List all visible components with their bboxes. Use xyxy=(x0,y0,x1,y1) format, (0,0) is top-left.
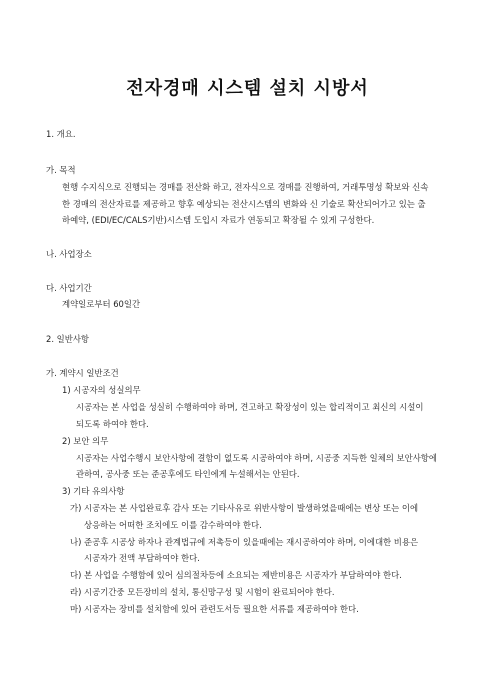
item-3b-line-2: 시공자가 전액 부담하여야 한다. xyxy=(84,553,200,563)
section-1a-heading: 가. 목적 xyxy=(46,165,76,175)
section-1b-heading: 나. 사업장소 xyxy=(46,249,92,259)
section-1-heading: 1. 개요. xyxy=(46,129,76,139)
item-3a-line-1: 가) 시공자는 본 사업완료후 감사 또는 기타사유로 위반사항이 발생하였을때에는 변상 또는 이에 xyxy=(70,503,419,513)
purpose-line-2: 한 경매의 전산자료를 제공하고 향후 예상되는 전산시스템의 변화와 신 기술로 확산되어가고 있는 출 xyxy=(62,199,426,209)
purpose-line-3: 하예약, (EDI/EC/CALS기반)시스템 도입시 자료가 연동되고 확장될 수 있게 구성한다. xyxy=(62,215,375,225)
section-2a-heading: 가. 계약시 일반조건 xyxy=(46,368,119,378)
item-3-heading: 3) 기타 유의사항 xyxy=(62,486,125,496)
section-1c-heading: 다. 사업기간 xyxy=(46,283,92,293)
item-1-heading: 1) 시공자의 성실의무 xyxy=(62,385,141,395)
item-3e: 마) 시공자는 장비를 설치함에 있어 관련도서등 필요한 서류를 제공하여야 한다. xyxy=(70,604,359,614)
item-3b-line-1: 나) 준공후 시공상 하자나 관계법규에 저촉등이 있을때에는 재시공하여야 하며, 이에대한 비용은 xyxy=(70,537,419,547)
item-3d: 라) 시공기간중 모든장비의 설치, 통신망구성 및 시험이 완료되어야 한다. xyxy=(70,587,335,597)
item-1-line-1: 시공자는 본 사업을 성실히 수행하여야 하며, 견고하고 확장성이 있는 합리적이고 최신의 시설이 xyxy=(76,402,424,412)
item-3a-line-2: 상응하는 어떠한 조치에도 이를 감수하여야 한다. xyxy=(84,520,262,530)
item-1-line-2: 되도록 하여야 한다. xyxy=(76,419,149,429)
item-2-line-1: 시공자는 사업수행시 보안사항에 결함이 없도록 시공하여야 하며, 시공중 지득한 일체의 보안사항에 xyxy=(76,453,437,463)
item-2-heading: 2) 보안 의무 xyxy=(62,436,109,446)
period-text: 계약일로부터 60일간 xyxy=(62,299,141,309)
purpose-line-1: 현행 수지식으로 진행되는 경매를 전산화 하고, 전자식으로 경매를 진행하여, 거래투명성 확보와 신속 xyxy=(62,182,429,192)
item-3c: 다) 본 사업을 수행함에 있어 심의절차등에 소요되는 제반비용은 시공자가 부담하여야 한다. xyxy=(70,570,402,580)
item-2-line-2: 관하여, 공사중 또는 준공후에도 타인에게 누설해서는 안된다. xyxy=(76,469,300,479)
section-2-heading: 2. 일반사항 xyxy=(46,334,90,344)
document-title: 전자경매 시스템 설치 시방서 xyxy=(126,78,369,99)
